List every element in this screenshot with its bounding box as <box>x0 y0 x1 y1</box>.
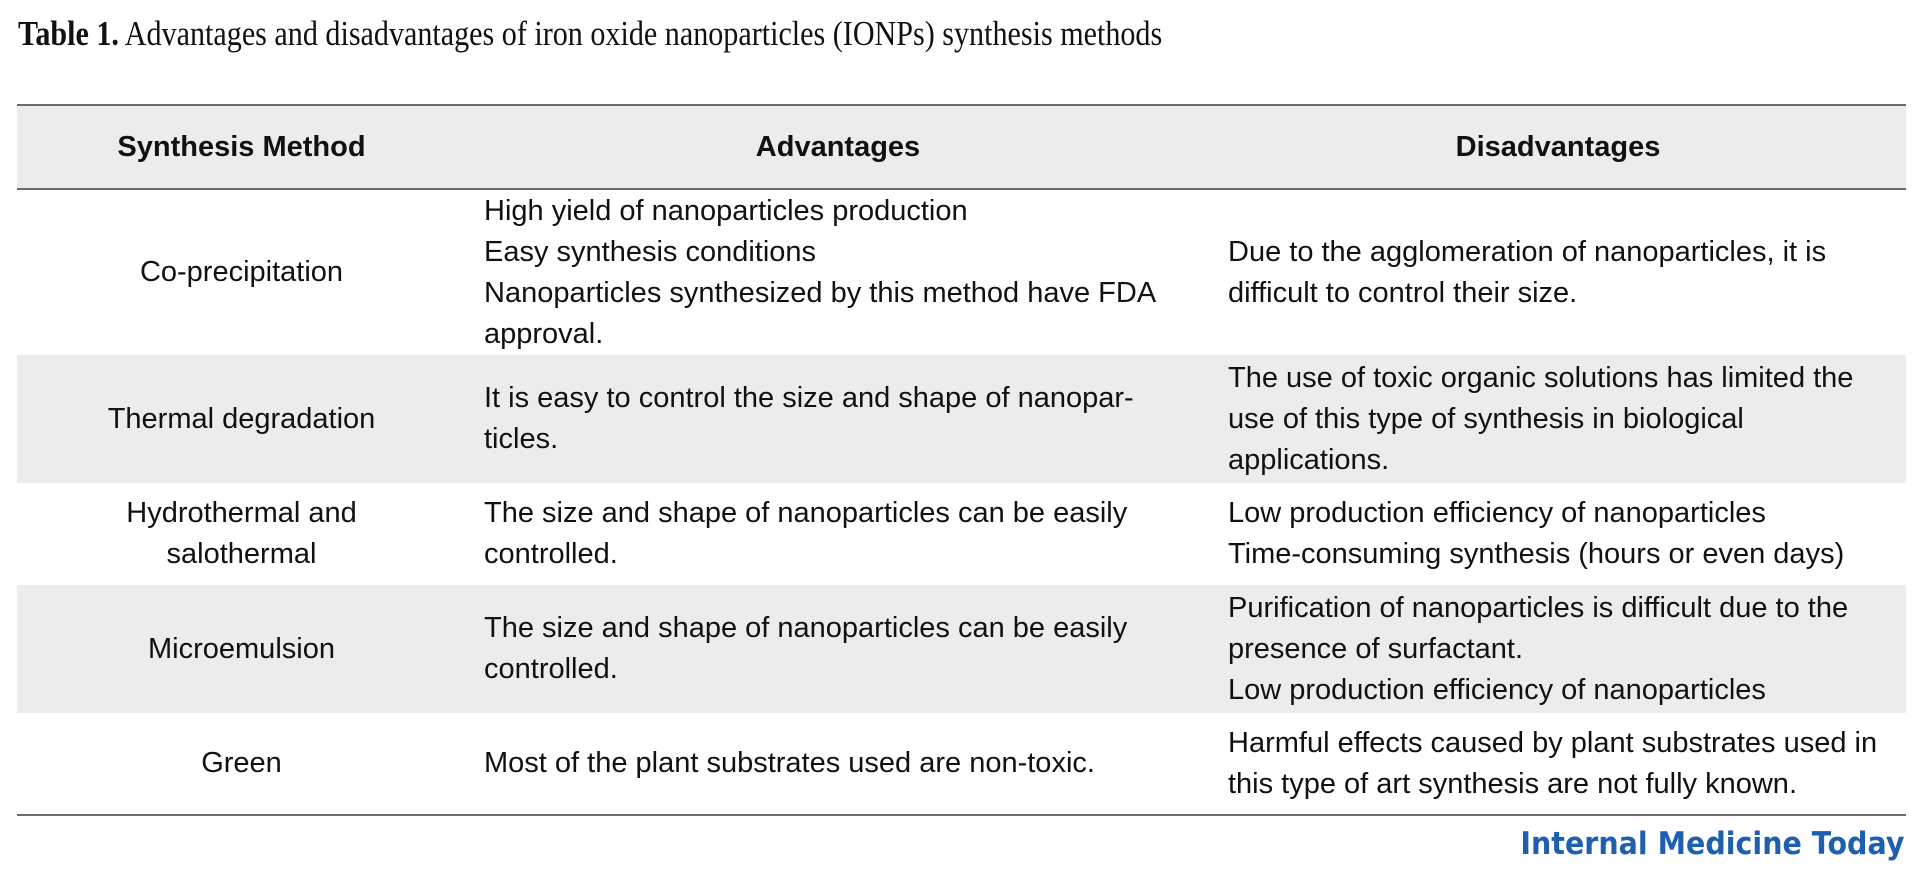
method-cell <box>17 355 466 483</box>
method-name: Hydrothermal and <box>126 497 357 529</box>
advantages-cell <box>466 585 1210 713</box>
disadvantage-item: Purification of nanoparticles is difficult due to the presence of surfactant. <box>1228 591 1849 665</box>
advantage-item: Most of the plant substrates used are non-toxic. <box>484 747 1095 779</box>
table-caption <box>18 14 1162 54</box>
advantage-item: Nanoparticles synthesized by this method have FDA approval. <box>484 276 1155 350</box>
method-name: Green <box>201 747 282 779</box>
header-row <box>17 105 1906 189</box>
method-cell <box>17 713 466 815</box>
disadvantages-cell <box>1210 355 1906 483</box>
advantages-cell <box>466 713 1210 815</box>
disadvantages-cell <box>1210 713 1906 815</box>
journal-logo-text: Internal Medicine Today <box>1519 826 1904 862</box>
method-name: salothermal <box>166 538 317 570</box>
table-row <box>17 713 1906 815</box>
disadvantages-cell <box>1210 483 1906 585</box>
table-row <box>17 483 1906 585</box>
disadvantage-item: Harmful effects caused by plant substrates used in this type of art synthesis are not fully known. <box>1228 726 1878 800</box>
method-name: Co-precipitation <box>139 256 344 288</box>
method-cell <box>17 483 466 585</box>
disadvantage-item: Low production efficiency of nanoparticles <box>1228 497 1766 529</box>
method-cell <box>17 585 466 713</box>
table-header <box>17 105 1906 189</box>
header-synthesis-method: Synthesis Method <box>17 105 466 189</box>
header-disadvantages: Disadvantages <box>1210 105 1906 189</box>
method-name: Microemulsion <box>148 632 335 665</box>
disadvantage-item: The use of toxic organic solutions has limited the use of this type of synthesis in biological applications. <box>1228 361 1854 476</box>
disadvantage-item: Low production efficiency of nanoparticles <box>1228 673 1766 706</box>
table-row <box>17 585 1906 713</box>
table-row <box>17 355 1906 483</box>
synthesis-methods-table <box>17 104 1906 816</box>
advantages-cell <box>466 189 1210 355</box>
advantage-item: High yield of nanoparticles production <box>484 194 968 227</box>
method-cell <box>17 189 466 355</box>
disadvantage-item: Time-consuming synthesis (hours or even days) <box>1228 538 1845 570</box>
disadvantage-item: Due to the agglomeration of nanoparticles, it is difficult to control their size. <box>1228 235 1827 309</box>
header-advantages: Advantages <box>466 105 1210 189</box>
advantage-item: Easy synthesis conditions <box>484 235 817 268</box>
advantage-item: The size and shape of nanoparticles can be easily controlled. <box>484 612 1128 685</box>
method-name: Thermal degradation <box>107 402 376 435</box>
table-row <box>17 189 1906 355</box>
advantages-cell <box>466 355 1210 483</box>
disadvantages-cell <box>1210 189 1906 355</box>
table-caption-label: Table 1. <box>18 14 119 53</box>
disadvantages-cell <box>1210 585 1906 713</box>
table-body <box>17 189 1906 815</box>
advantage-item: It is easy to control the size and shape of nanopar-ticles. <box>484 382 1134 455</box>
advantage-item: The size and shape of nanoparticles can be easily controlled. <box>484 497 1128 570</box>
advantages-cell <box>466 483 1210 585</box>
table-caption-text: Advantages and disadvantages of iron oxide nanoparticles (IONPs) synthesis methods <box>124 14 1163 53</box>
